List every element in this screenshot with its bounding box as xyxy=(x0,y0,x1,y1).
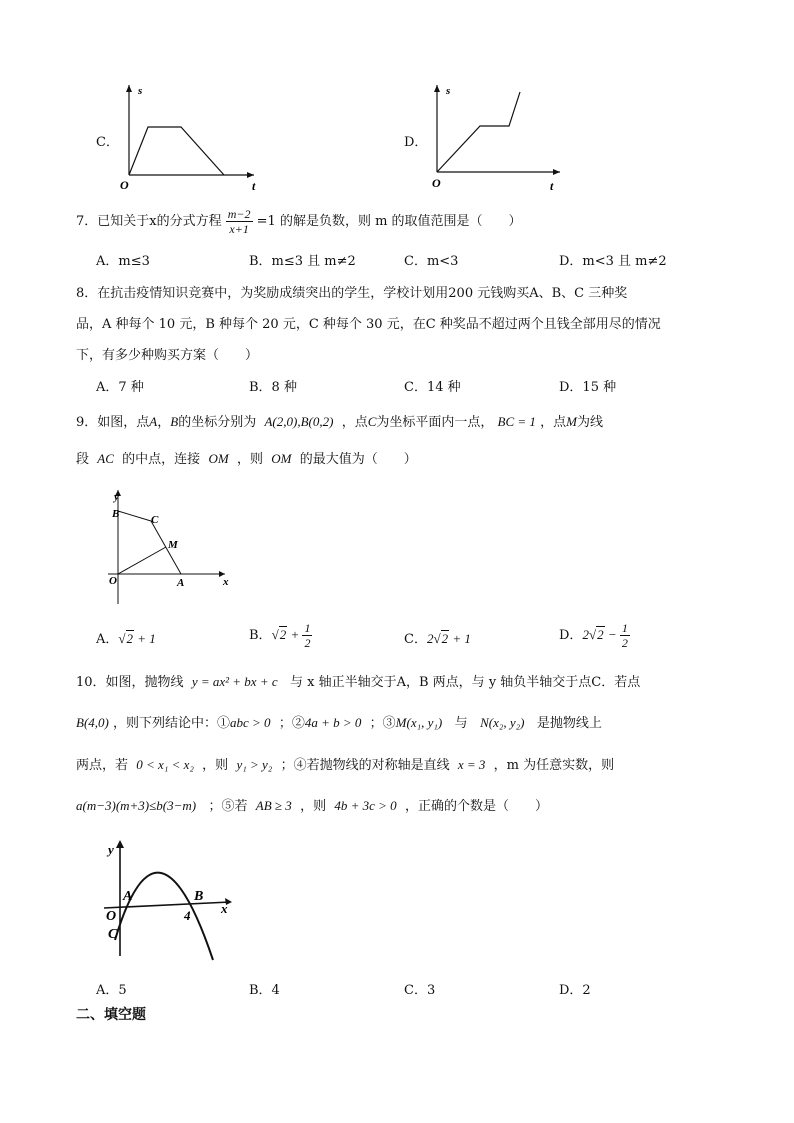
q10-label-x: x xyxy=(221,901,228,916)
q9-option-d: D．2√2 − $\frac{1}{2}$ xyxy=(559,621,628,650)
q6d-axis-s: s xyxy=(446,85,451,97)
q10-option-b: B．4 xyxy=(249,983,280,998)
q8-option-c: C．14 种 xyxy=(404,380,461,395)
q10-label-c: C xyxy=(108,927,118,942)
q6-option-c-label: C． xyxy=(96,135,119,150)
q9-label-x: x xyxy=(223,576,229,588)
q9-label-y: y xyxy=(114,491,119,503)
q10-option-d: D．2 xyxy=(559,983,591,998)
q8-option-a: A．7 种 xyxy=(96,380,144,395)
q8-line1: 8．在抗击疫情知识竞赛中，为奖励成绩突出的学生，学校计划用200 元钱购买A、B、C 三种奖 xyxy=(76,286,628,301)
q8-option-d: D．15 种 xyxy=(559,380,617,395)
q10-label-o: O xyxy=(106,909,117,924)
q7-option-b: B．m≤3 且 m≠2 xyxy=(249,254,356,269)
q7-fraction: $\frac{m-2}{x+1}$ xyxy=(227,207,251,236)
q9-label-o: O xyxy=(109,575,117,587)
q7-option-d: D．m<3 且 m≠2 xyxy=(559,254,667,269)
q7-stem: 7．已知关于x的分式方程 $\frac{m-2}{x+1}$ =1 的解是负数，则 m 的取值范围是（ ） xyxy=(76,207,522,236)
q10-line4: a(m−3)(m+3)≤b(3−m) ；⑤若 AB ≥ 3 ，则 4b + 3c > 0 ，正确的个数是（ ） xyxy=(76,798,548,814)
q7-option-a: A．m≤3 xyxy=(96,254,150,269)
q10-label-y: y xyxy=(108,842,114,857)
q10-line2: B(4,0) ，则下列结论中：①abc > 0 ；②4a + b > 0 ；③M(x₁, y₁) 与 N(x₂, y₂) 是抛物线上 xyxy=(76,715,602,731)
q6c-origin: O xyxy=(120,178,129,192)
q9-option-a: A．√2 + 1 xyxy=(96,631,156,647)
q9-option-b: B．√2 + $\frac{1}{2}$ xyxy=(249,621,311,650)
q9-label-b: B xyxy=(112,508,120,520)
q9-label-m: M xyxy=(168,539,178,551)
q10-option-a: A．5 xyxy=(96,983,127,998)
q6c-axis-s: s xyxy=(138,85,143,97)
q9-label-c: C xyxy=(151,514,159,526)
q9-line2: 段 AC 的中点，连接 OM ，则 OM 的最大值为（ ） xyxy=(76,451,417,467)
q10-label-b: B xyxy=(194,889,204,904)
q10-label-4: 4 xyxy=(184,908,191,923)
q8-line2: 品，A 种每个 10 元，B 种每个 20 元，C 种每个 30 元，在C 种奖品不超过两个且钱全部用尽的情况 xyxy=(76,317,661,332)
q9-line1: 9．如图，点A，B的坐标分别为 A(2,0),B(0,2) ，点C为坐标平面内一点， BC = 1 ，点M为线 xyxy=(76,414,603,430)
q6c-axis-t: t xyxy=(252,179,256,193)
q7-option-c: C．m<3 xyxy=(404,254,459,269)
q6d-origin: O xyxy=(432,176,441,190)
q9-figure xyxy=(100,482,240,607)
section-2-title: 二、填空题 xyxy=(76,1007,146,1023)
q10-label-a: A xyxy=(123,889,133,904)
q10-line1: 10．如图，抛物线 y = ax² + bx + c 与 x 轴正半轴交于A，B 两点，与 y 轴负半轴交于点C．若点 xyxy=(76,674,641,690)
q8-option-b: B．8 种 xyxy=(249,380,297,395)
q6-option-d-label: D． xyxy=(404,135,428,150)
q8-line3: 下，有多少种购买方案（ ） xyxy=(76,348,259,363)
q6-graph-d xyxy=(422,80,572,195)
q9-label-a: A xyxy=(177,577,185,589)
q9-option-c: C．2√2 + 1 xyxy=(404,631,471,647)
q10-line3: 两点，若 0 < x₁ < x₂ ，则 y₁ > y₂ ；④若抛物线的对称轴是直线 x = 3 ，m 为任意实数，则 xyxy=(76,757,615,773)
q10-figure xyxy=(100,838,245,963)
q6d-axis-t: t xyxy=(550,179,554,193)
q6-graph-c xyxy=(114,80,264,195)
q10-option-c: C．3 xyxy=(404,983,436,998)
